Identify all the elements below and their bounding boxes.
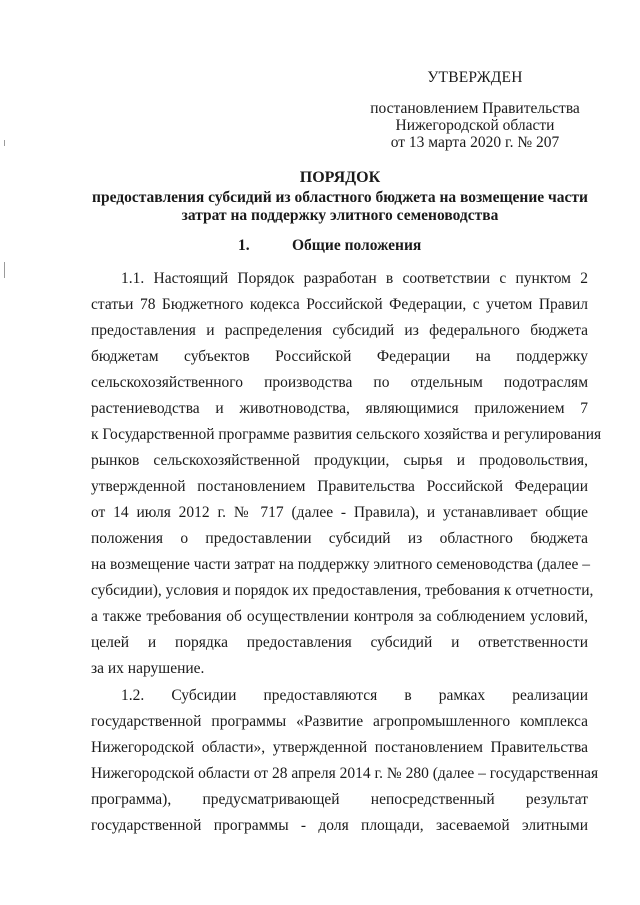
text-line: утвержденной постановлением Правительства Российской Федерации: [91, 478, 588, 495]
text-line: 1.2. Субсидии предоставляются в рамках реализации: [121, 687, 588, 704]
text-line: к Государственной программе развития сельского хозяйства и регулирования: [91, 426, 602, 443]
text-line: от 14 июля 2012 г. № 717 (далее - Правила), и устанавливает общие: [91, 504, 588, 521]
text-line: целей и порядка предоставления субсидий и ответственности: [91, 634, 588, 651]
section-title: Общие положения: [292, 237, 422, 254]
text-line: статьи 78 Бюджетного кодекса Российской Федерации, с учетом Правил: [91, 296, 588, 313]
text-line: государственной программы - доля площади, засеваемой элитными: [91, 817, 588, 834]
text-line: 1.1. Настоящий Порядок разработан в соответствии с пунктом 2: [121, 270, 588, 287]
margin-mark: [4, 140, 5, 146]
subtitle-line: предоставления субсидий из областного бюджета на возмещение части: [92, 189, 588, 206]
text-line: растениеводства и животноводства, являющимися приложением 7: [91, 400, 588, 417]
margin-mark: [4, 262, 5, 278]
text-line: бюджетам субъектов Российской Федерации на поддержку: [91, 348, 588, 365]
text-line: положения о предоставлении субсидий из областного бюджета: [91, 530, 588, 547]
text-line: предоставления и распределения субсидий из федерального бюджета: [91, 322, 588, 339]
text-line: Нижегородской области», утвержденной постановлением Правительства: [91, 739, 588, 756]
approval-line: постановлением Правительства: [370, 100, 580, 117]
approval-line: Нижегородской области: [395, 117, 555, 134]
subtitle-line: затрат на поддержку элитного семеноводства: [181, 207, 499, 224]
text-line: сельскохозяйственного производства по отдельным подотраслям: [91, 374, 588, 391]
section-heading: [238, 236, 421, 256]
text-line: за их нарушение.: [91, 660, 205, 677]
section-number: 1.: [238, 237, 250, 254]
text-line: программа), предусматривающей непосредственный результат: [91, 791, 588, 808]
text-line: Нижегородской области от 28 апреля 2014 г. № 280 (далее – государственная: [91, 765, 599, 782]
approval-line: от 13 марта 2020 г. № 207: [390, 134, 560, 151]
text-line: а также требования об осуществлении контроля за соблюдением условий,: [91, 608, 588, 625]
text-line: на возмещение части затрат на поддержку элитного семеноводства (далее –: [91, 556, 591, 573]
text-line: субсидии), условия и порядок их предоставления, требования к отчетности,: [91, 582, 594, 599]
text-line: рынков сельскохозяйственной продукции, сырья и продовольствия,: [91, 452, 588, 469]
approval-heading: УТВЕРЖДЕН: [427, 69, 523, 86]
document-title: ПОРЯДОК: [299, 169, 381, 186]
document-subtitle: [60, 189, 620, 225]
approval-block: [355, 64, 595, 151]
text-line: государственной программы «Развитие агропромышленного комплекса: [91, 713, 588, 730]
